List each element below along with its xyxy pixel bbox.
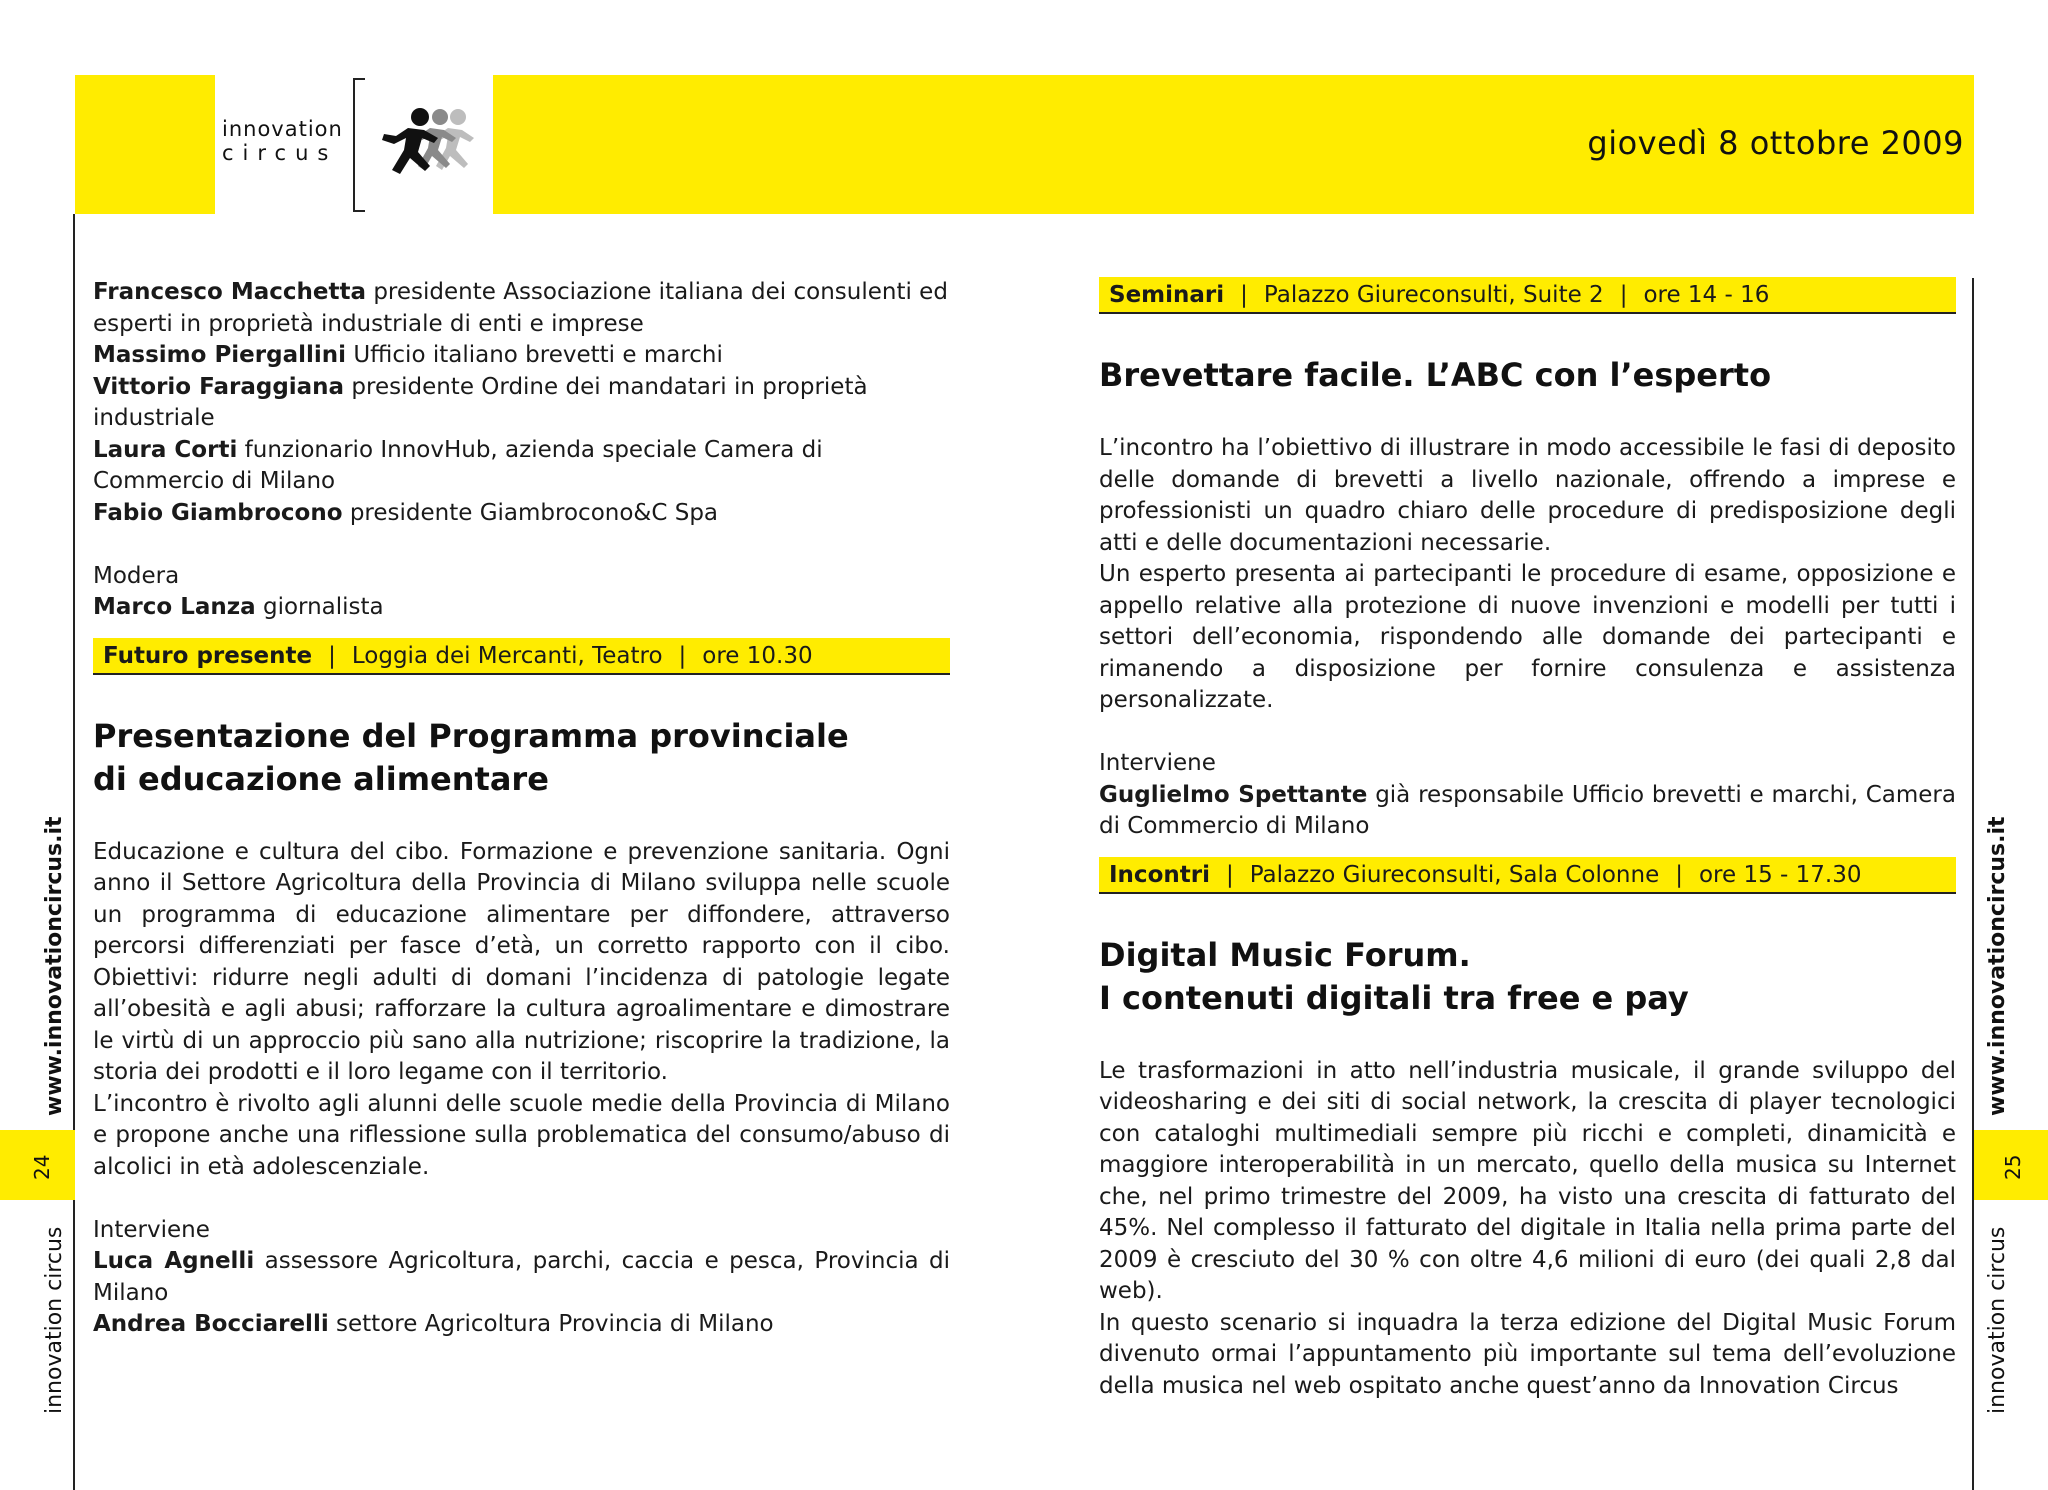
speaker-name: Massimo Piergallini <box>93 342 347 368</box>
speaker-entry <box>93 277 950 340</box>
event-description-1: L’incontro ha l’obiettivo di illustrare in modo accessibile le fasi di deposito delle domande di brevetti a livello nazionale, offrendo a imprese e professionisti un quadro chiaro delle procedure di predisposizione degli atti e delle documentazioni necessarie. <box>1099 435 1956 556</box>
header-yellow-block-left <box>75 75 215 214</box>
side-brand-left: innovation circus <box>42 1226 67 1414</box>
session-bar-seminari <box>1099 277 1956 314</box>
session-separator: | <box>328 642 336 669</box>
session-place: Palazzo Giureconsulti, Sala Colonne <box>1249 861 1660 888</box>
speaker-entry <box>1099 780 1956 843</box>
speaker-name: Luca Agnelli <box>93 1248 255 1274</box>
session-type: Futuro presente <box>103 642 313 669</box>
session-separator: | <box>678 642 687 669</box>
session-type: Seminari <box>1109 282 1225 308</box>
page-number-left: 24 <box>30 1154 54 1180</box>
event-description-1: Le trasformazioni in atto nell’industria musicale, il grande sviluppo del videosharing e dei siti di social network, la crescita di player tecnologici con cataloghi multimediali sempre più ricchi e completi, dinamicità e maggiore interoperabilità in un mercato, quello della musica su Internet che, nel primo trimestre del 2009, ha visto una crescita di fatturato del 45%. Nel complesso il fatturato del digitale in Italia nella prima parte del 2009 è cresciuto del 30 % con oltre 4,6 milioni di euro (dei quali 2,8 dal web). <box>1099 1057 1956 1304</box>
session-place: Palazzo Giureconsulti, Suite 2 <box>1263 282 1604 308</box>
page-date: giovedì 8 ottobre 2009 <box>1587 124 1964 162</box>
event-title-line2: di educazione alimentare <box>93 759 549 798</box>
side-url-left: www.innovationcircus.it <box>42 816 67 1116</box>
speaker-entry <box>93 1246 950 1309</box>
right-column <box>1099 277 1956 1402</box>
interviene-label: Interviene <box>93 1216 210 1243</box>
session-bar-incontri <box>1099 857 1956 894</box>
logo-bracket <box>353 78 365 212</box>
speaker-role: presidente Giambrocono&C Spa <box>349 499 719 526</box>
side-brand-right: innovation circus <box>1985 1226 2010 1414</box>
session-bar-futuro-presente <box>93 638 950 675</box>
moderator-name: Marco Lanza <box>93 594 256 620</box>
event-title: Brevettare facile. L’ABC con l’esperto <box>1099 356 1772 394</box>
session-separator: | <box>1225 861 1234 888</box>
logo-line1: innovation <box>222 117 343 141</box>
logo-line2: circus <box>222 141 338 165</box>
moderator-role: giornalista <box>262 594 384 620</box>
speaker-role: settore Agricoltura Provincia di Milano <box>336 1311 774 1337</box>
speaker-role: funzionario InnovHub, azienda speciale Camera di Commercio di Milano <box>93 436 823 494</box>
speaker-role: presidente Associazione italiana dei consulenti ed esperti in proprietà industriale di enti e imprese <box>93 279 948 337</box>
event-title <box>93 715 950 801</box>
event-title-line1: Digital Music Forum. <box>1099 935 1471 974</box>
event-description-2: In questo scenario si inquadra la terza edizione del Digital Music Forum divenuto ormai l’appuntamento più importante sul tema dell’evoluzione della musica nel web ospitato anche quest’anno da Innovation Circus <box>1099 1309 1956 1399</box>
speaker-role: presidente Ordine dei mandatari in proprietà industriale <box>93 373 868 431</box>
event-description-2: L’incontro è rivolto agli alunni delle scuole medie della Provincia di Milano e propone anche una riflessione sulla problematica del consumo/abuso di alcolici in età adolescenziale. <box>93 1090 950 1180</box>
event-title-line2: I contenuti digitali tra free e pay <box>1099 978 1689 1017</box>
page-number-right: 25 <box>2001 1154 2025 1180</box>
session-separator: | <box>1619 282 1628 308</box>
logo-wordmark <box>222 117 352 165</box>
session-place: Loggia dei Mercanti, Teatro <box>351 642 663 669</box>
page-number-tab-left <box>0 1130 75 1200</box>
session-time: ore 14 - 16 <box>1643 282 1770 308</box>
page-number-tab-right <box>1974 1130 2048 1200</box>
interviene-label: Interviene <box>1099 750 1216 776</box>
speaker-role: già responsabile Ufficio brevetti e marchi, Camera di Commercio di Milano <box>1099 781 1956 839</box>
event-description-1: Educazione e cultura del cibo. Formazione e prevenzione sanitaria. Ogni anno il Settore Agricoltura della Provincia di Milano sviluppa nelle scuole un programma di educazione alimentare per diffondere, attraverso percorsi differenziati per fasce d’età, un corretto rapporto con il cibo. Obiettivi: ridurre negli adulti di domani l’incidenza di patologie legate all’obesità e agli abusi; rafforzare la cultura agroalimentare e dimostrare le virtù di un approccio più sano alla nutrizione; riscoprire la tradizione, la storia dei prodotti e il loro legame con il territorio. <box>93 838 950 1085</box>
left-column <box>93 277 950 1341</box>
speaker-name: Fabio Giambrocono <box>93 499 343 526</box>
moderator-entry <box>93 592 950 624</box>
event-title-line1: Presentazione del Programma provinciale <box>93 716 849 755</box>
speaker-role: assessore Agricoltura, parchi, caccia e pesca, Provincia di Milano <box>93 1248 950 1306</box>
event-description-2: Un esperto presenta ai partecipanti le procedure di esame, opposizione e appello relative alla protezione di nuove invenzioni e modelli per tutti i settori dell’economia, rispondendo alle domande dei partecipanti e rimanendo a disposizione per fornire consulenza e assistenza personalizzate. <box>1099 561 1956 713</box>
speaker-entry <box>93 1309 950 1341</box>
session-time: ore 10.30 <box>702 642 813 669</box>
speaker-name: Vittorio Faraggiana <box>93 373 345 400</box>
session-type: Incontri <box>1109 861 1210 888</box>
speaker-name: Laura Corti <box>93 436 238 463</box>
speaker-entry <box>93 340 950 372</box>
speaker-role: Ufficio italiano brevetti e marchi <box>353 342 723 368</box>
speaker-name: Francesco Macchetta <box>93 279 367 305</box>
side-url-right: www.innovationcircus.it <box>1985 816 2010 1116</box>
modera-label: Modera <box>93 562 180 589</box>
right-vertical-rule <box>1972 278 1974 1490</box>
event-title <box>1099 934 1956 1020</box>
session-separator: | <box>1675 861 1683 888</box>
left-vertical-rule <box>73 214 75 1490</box>
session-separator: | <box>1240 282 1248 308</box>
speaker-name: Guglielmo Spettante <box>1099 781 1368 808</box>
speaker-entry <box>93 435 950 498</box>
speaker-name: Andrea Bocciarelli <box>93 1311 329 1337</box>
speaker-entry <box>93 498 950 530</box>
running-figures-logo-icon <box>378 108 488 180</box>
speaker-entry <box>93 372 950 435</box>
session-time: ore 15 - 17.30 <box>1698 861 1862 888</box>
